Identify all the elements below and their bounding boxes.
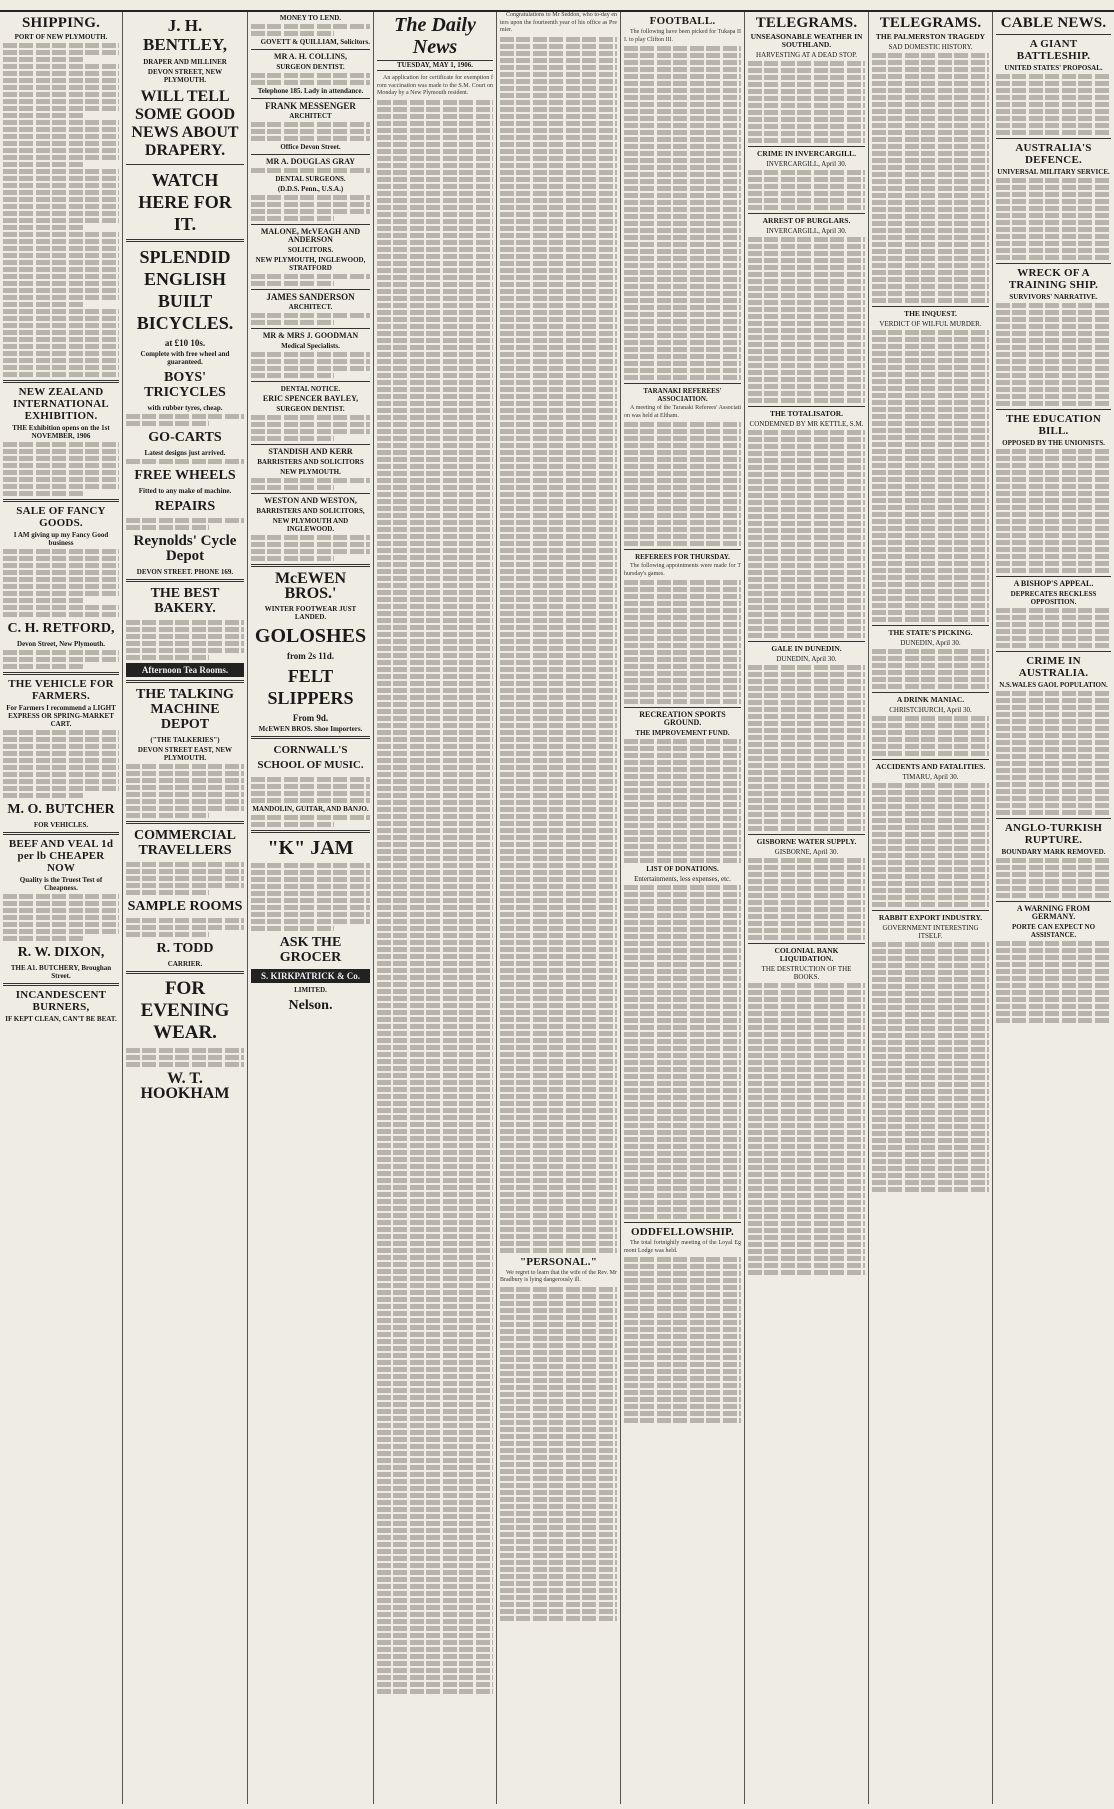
states-picking-lead: DUNEDIN, April 30. xyxy=(900,639,961,647)
sample-rooms: SAMPLE ROOMS xyxy=(127,899,243,914)
bicycles-price: at £10 10s. xyxy=(164,338,206,348)
cornwall-title: CORNWALL'S SCHOOL OF MUSIC. xyxy=(257,744,364,771)
section-title: SHIPPING. xyxy=(21,15,101,31)
card-line: NEW PLYMOUTH. xyxy=(280,468,341,476)
accidents-title: ACCIDENTS AND FATALITIES. xyxy=(875,762,986,771)
butcher-title: M. O. BUTCHER xyxy=(7,802,115,817)
card-title: JAMES SANDERSON xyxy=(266,292,355,302)
burners-lead: IF KEPT CLEAN, CAN'T BE BEAT. xyxy=(5,1015,117,1023)
tricycles-note: with rubber tyres, cheap. xyxy=(147,404,223,412)
dixon-lead: THE A1. BUTCHERY, Broughan Street. xyxy=(10,964,112,980)
card-title: MR & MRS J. GOODMAN xyxy=(262,331,359,340)
football-title: FOOTBALL. xyxy=(649,15,716,27)
burglars-lead: INVERCARGILL, April 30. xyxy=(766,227,847,235)
battleship-lead: UNITED STATES' PROPOSAL. xyxy=(1004,64,1103,72)
education-bill-lead: OPPOSED BY THE UNIONISTS. xyxy=(1002,439,1105,447)
accidents-lead: TIMARU, April 30. xyxy=(902,773,959,781)
thursday-title: REFEREES FOR THURSDAY. xyxy=(635,553,730,561)
bishop-lead: DEPRECATES RECKLESS OPPOSITION. xyxy=(1010,590,1097,606)
mcewen-line: WINTER FOOTWEAR JUST LANDED. xyxy=(264,605,357,621)
palmerston-title: THE PALMERSTON TRAGEDY xyxy=(875,32,986,41)
ask-grocer: ASK THE GROCER xyxy=(279,935,342,965)
column-ads-left xyxy=(122,12,247,1804)
southland-title: UNSEASONABLE WEATHER IN SOUTHLAND. xyxy=(750,32,863,49)
column-leader xyxy=(373,12,496,1804)
cable-news-title: CABLE NEWS. xyxy=(1000,15,1107,31)
todd-name: R. TODD xyxy=(156,941,214,956)
burglars-title: ARREST OF BURGLARS. xyxy=(762,216,851,225)
australia-defence-title: AUSTRALIA'S DEFENCE. xyxy=(1015,142,1092,166)
goloshes-price: from 2s 11d. xyxy=(286,651,335,661)
crime-australia-lead: N.S.WALES GAOL POPULATION. xyxy=(999,681,1108,689)
nameplate: The Daily News xyxy=(394,14,476,58)
bakery-title: THE BEST BAKERY. xyxy=(150,586,220,616)
card-title: WESTON AND WESTON, xyxy=(264,496,357,505)
bishop-title: A BISHOP'S APPEAL. xyxy=(1013,579,1094,588)
section-lead: PORT OF NEW PLYMOUTH. xyxy=(14,33,108,41)
card-line: SOLICITORS. xyxy=(287,246,334,254)
repairs-title: REPAIRS xyxy=(154,499,216,514)
slippers-label: FELT SLIPPERS xyxy=(267,666,354,708)
goloshes-label: GOLOSHES xyxy=(254,625,367,647)
freewheels-note: Fitted to any make of machine. xyxy=(138,487,232,495)
mcewen-title: McEWEN BROS.' xyxy=(274,570,347,602)
inquest-title: THE INQUEST. xyxy=(904,309,957,318)
card-title: MALONE, McVEAGH AND ANDERSON xyxy=(260,227,361,244)
bicycles-note: Complete with free wheel and guaranteed. xyxy=(140,350,230,366)
personal-title: "PERSONAL." xyxy=(519,1255,598,1268)
card-line: BARRISTERS AND SOLICITORS xyxy=(257,458,364,466)
fancy-goods-lead: I AM giving up my Fancy Good business xyxy=(13,531,109,547)
anglo-turkish-lead: BOUNDARY MARK REMOVED. xyxy=(1001,848,1106,856)
card-title: STANDISH AND KERR xyxy=(268,447,353,456)
telegrams-title: TELEGRAMS. xyxy=(755,15,858,31)
kirkpatrick-limited: LIMITED. xyxy=(294,986,327,994)
card-line: ERIC SPENCER BAYLEY, xyxy=(262,394,359,403)
anglo-turkish-title: ANGLO-TURKISH RUPTURE. xyxy=(1004,822,1103,846)
cornwall-line: MANDOLIN, GUITAR, AND BANJO. xyxy=(252,805,369,813)
talking-machine-title: THE TALKING MACHINE DEPOT xyxy=(136,687,234,732)
butcher-lead: FOR VEHICLES. xyxy=(33,821,89,829)
card-title: MR A. H. COLLINS, xyxy=(274,52,347,61)
donations-title: LIST OF DONATIONS. xyxy=(646,865,719,873)
beef-title: BEEF AND VEAL 1d per lb CHEAPER NOW xyxy=(8,838,114,874)
colonial-bank-lead: THE DESTRUCTION OF THE BOOKS. xyxy=(761,965,852,981)
training-ship-lead: SURVIVORS' NARRATIVE. xyxy=(1009,293,1098,301)
drink-maniac-lead: CHRISTCHURCH, April 30. xyxy=(889,706,972,714)
recreation-title: RECREATION SPORTS GROUND. xyxy=(639,710,726,727)
tea-rooms-band: Afternoon Tea Rooms. xyxy=(126,663,244,677)
hookham-name: W. T. HOOKHAM xyxy=(140,1070,230,1102)
colonial-bank-title: COLONIAL BANK LIQUIDATION. xyxy=(774,946,839,963)
donations-lead: Entertainments, less expenses, etc. xyxy=(634,875,731,883)
training-ship-title: WRECK OF A TRAINING SHIP. xyxy=(1008,267,1099,291)
card-title: MONEY TO LEND. xyxy=(279,14,342,22)
column-telegrams-2 xyxy=(868,12,992,1804)
gale-lead: DUNEDIN, April 30. xyxy=(776,655,837,663)
leader-first-paragraph: An application for certificate for exemption from vaccination was made to the S.M. Court on Monday by a New Plymouth resident. xyxy=(377,75,493,96)
card-line: DENTAL SURGEONS. xyxy=(275,175,346,183)
invercargill-title: CRIME IN INVERCARGILL. xyxy=(757,149,856,158)
reynolds-address: DEVON STREET. PHONE 169. xyxy=(136,568,234,576)
talkeries-address: DEVON STREET EAST, NEW PLYMOUTH. xyxy=(137,746,233,762)
invercargill-lead: INVERCARGILL, April 30. xyxy=(766,160,847,168)
bentley-title: J. H. BENTLEY, xyxy=(143,16,227,54)
bentley-line-1: DRAPER AND MILLINER xyxy=(143,58,227,66)
card-line: ARCHITECT. xyxy=(288,303,333,311)
oddfellowship-title: ODDFELLOWSHIP. xyxy=(631,1226,734,1238)
gale-title: GALE IN DUNEDIN. xyxy=(771,644,842,653)
germany-title: A WARNING FROM GERMANY. xyxy=(1016,904,1091,921)
card-line: SURGEON DENTIST. xyxy=(276,63,345,71)
column-telegrams-1 xyxy=(744,12,868,1804)
crime-australia-title: CRIME IN AUSTRALIA. xyxy=(1018,655,1089,679)
bicycles-title: SPLENDID ENGLISH BUILT BICYCLES. xyxy=(136,247,234,333)
totalisator-title: THE TOTALISATOR. xyxy=(769,409,844,418)
education-bill-title: THE EDUCATION BILL. xyxy=(1006,413,1101,437)
card-line: NEW PLYMOUTH AND INGLEWOOD. xyxy=(272,517,349,533)
card-line: Office Devon Street. xyxy=(280,143,341,151)
vehicle-lead: For Farmers I recommend a LIGHT EXPRESS OR SPRING-MARKET CART. xyxy=(6,704,116,728)
burners-title: INCANDESCENT BURNERS, xyxy=(15,989,107,1013)
rabbit-export-lead: GOVERNMENT INTERESTING ITSELF. xyxy=(882,924,979,940)
exhibition-lead: THE Exhibition opens on the 1st NOVEMBER, 1906 xyxy=(12,424,110,440)
retford-title: C. H. RETFORD, xyxy=(7,621,115,636)
battleship-title: A GIANT BATTLESHIP. xyxy=(1016,38,1091,62)
vehicle-title: THE VEHICLE FOR FARMERS. xyxy=(8,678,114,702)
gisborne-lead: GISBORNE, April 30. xyxy=(774,848,839,856)
k-jam-title: "K" JAM xyxy=(267,837,354,859)
masthead-rule xyxy=(0,0,1114,12)
states-picking-title: THE STATE'S PICKING. xyxy=(888,628,973,637)
southland-lead: HARVESTING AT A DEAD STOP. xyxy=(756,51,857,59)
gocarts-title: GO-CARTS xyxy=(148,430,222,445)
retford-lead: Devon Street, New Plymouth. xyxy=(17,640,105,648)
good-news-title: WILL TELL SOME GOOD NEWS ABOUT DRAPERY. xyxy=(131,88,239,159)
gisborne-title: GISBORNE WATER SUPPLY. xyxy=(756,837,857,846)
referees-lead: A meeting of the Taranaki Referees' Association was held at Eltham. xyxy=(624,405,741,419)
card-line: BARRISTERS AND SOLICITORS, xyxy=(256,507,365,515)
football-lead: The following have been picked for Tukapa III. to play Clifton III. xyxy=(624,29,741,43)
exhibition-title: NEW ZEALAND INTERNATIONAL EXHIBITION. xyxy=(13,386,109,422)
card-title: MR A. DOUGLAS GRAY xyxy=(265,157,356,166)
bentley-line-2: DEVON STREET, NEW PLYMOUTH. xyxy=(147,68,223,84)
thursday-lead: The following appointments were made for Thursday's games. xyxy=(624,563,741,577)
card-title: FRANK MESSENGER xyxy=(265,101,356,111)
slippers-price: From 9d. xyxy=(292,713,329,723)
rabbit-export-title: RABBIT EXPORT INDUSTRY. xyxy=(878,913,983,922)
referees-title: TARANAKI REFEREES' ASSOCIATION. xyxy=(643,387,722,403)
tricycles-title: BOYS' TRICYCLES xyxy=(144,370,226,400)
oddfellowship-lead: The total fortnightly meeting of the Loyal Egmont Lodge was held. xyxy=(624,1240,741,1254)
card-line: NEW PLYMOUTH, INGLEWOOD, STRATFORD xyxy=(255,256,366,272)
inquest-lead: VERDICT OF WILFUL MURDER. xyxy=(879,320,982,328)
kirkpatrick-town: Nelson. xyxy=(288,998,333,1013)
card-line: GOVETT & QUILLIAM, Solicitors. xyxy=(260,38,370,46)
gocarts-note: Latest designs just arrived. xyxy=(144,449,226,457)
freewheels-title: FREE WHEELS xyxy=(134,468,236,483)
dateline: TUESDAY, MAY 1, 1906. xyxy=(377,60,493,71)
drink-maniac-title: A DRINK MANIAC. xyxy=(896,695,965,704)
evening-wear-title: FOR EVENING WEAR. xyxy=(140,978,230,1043)
dixon-title: R. W. DIXON, xyxy=(17,945,105,960)
watch-here-title: WATCH HERE FOR IT. xyxy=(138,170,232,234)
germany-lead: PORTE CAN EXPECT NO ASSISTANCE. xyxy=(1011,923,1096,939)
local-news-lead: Congratulations to Mr Seddon, who to-day enters upon the fourteenth year of his office as Premier. xyxy=(500,12,617,33)
column-cable-news xyxy=(992,12,1114,1804)
todd-carrier: CARRIER. xyxy=(167,960,203,968)
column-football xyxy=(620,12,744,1804)
kirkpatrick-band: S. KIRKPATRICK & Co. xyxy=(251,969,370,983)
column-shipping xyxy=(0,12,122,1804)
palmerston-lead: SAD DOMESTIC HISTORY. xyxy=(888,43,973,51)
card-title: DENTAL NOTICE. xyxy=(280,385,341,393)
fancy-goods-title: SALE OF FANCY GOODS. xyxy=(16,505,106,529)
beef-lead: Quality is the Truest Test of Cheapness. xyxy=(19,876,103,892)
reynolds-depot: Reynolds' Cycle Depot xyxy=(133,533,237,564)
card-line: Telephone 185. Lady in attendance. xyxy=(257,87,364,95)
totalisator-lead: CONDEMNED BY MR KETTLE, S.M. xyxy=(749,420,864,428)
personal-lead: We regret to learn that the wife of the Rev. Mr Bradbury is lying dangerously ill. xyxy=(500,1269,617,1283)
recreation-lead: THE IMPROVEMENT FUND. xyxy=(635,729,730,737)
talkeries-label: ("THE TALKERIES") xyxy=(150,736,220,744)
card-line: Medical Specialists. xyxy=(281,342,340,350)
mcewen-sign: McEWEN BROS. Shoe Importers. xyxy=(258,725,363,733)
telegrams-title-2: TELEGRAMS. xyxy=(879,15,982,31)
travellers-title: COMMERCIAL TRAVELLERS xyxy=(134,828,236,858)
column-local-news xyxy=(496,12,620,1804)
australia-defence-lead: UNIVERSAL MILITARY SERVICE. xyxy=(997,168,1110,176)
card-line: SURGEON DENTIST. xyxy=(276,405,345,413)
card-line: ARCHITECT xyxy=(289,112,332,120)
column-professional-cards xyxy=(247,12,373,1804)
card-line: (D.D.S. Penn., U.S.A.) xyxy=(277,185,344,193)
